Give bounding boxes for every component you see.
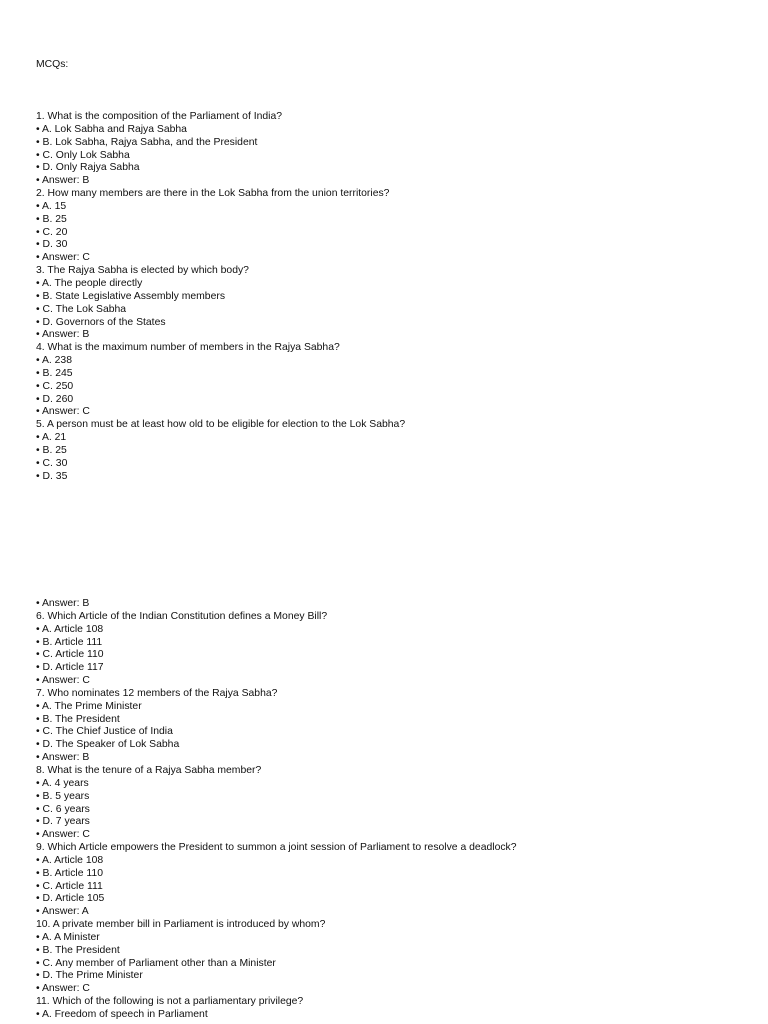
option-line: • D. 260 [36, 393, 74, 405]
option-line: • C. The Chief Justice of India [36, 726, 173, 738]
option-line: • B. 25 [36, 213, 67, 225]
document-heading: MCQs: [36, 59, 69, 70]
question-text: 10. A private member bill in Parliament is introduced by whom? [36, 919, 326, 931]
question-text: 9. Which Article empowers the President to summon a joint session of Parliament to resolve a deadlock? [36, 842, 517, 854]
option-line: • C. 20 [36, 226, 68, 238]
option-line: • A. Freedom of speech in Parliament [36, 1009, 208, 1020]
question-text: 8. What is the tenure of a Rajya Sabha member? [36, 764, 262, 776]
question-text: 1. What is the composition of the Parliament of India? [36, 111, 283, 122]
answer-line: • Answer: B [36, 329, 90, 341]
option-line: • D. Only Rajya Sabha [36, 162, 140, 174]
option-line: • B. The President [36, 944, 120, 956]
option-line: • D. The Speaker of Lok Sabha [36, 739, 180, 751]
option-line: • B. State Legislative Assembly members [36, 290, 226, 302]
option-line: • A. The people directly [36, 277, 143, 289]
option-line: • D. Article 117 [36, 662, 104, 674]
option-line: • C. The Lok Sabha [36, 303, 127, 315]
option-line: • B. Lok Sabha, Rajya Sabha, and the President [36, 136, 258, 148]
option-line: • B. Article 110 [36, 867, 103, 879]
question-text: 6. Which Article of the Indian Constitution defines a Money Bill? [36, 610, 328, 622]
option-line: • A. The Prime Minister [36, 700, 142, 712]
question-text: 11. Which of the following is not a parliamentary privilege? [36, 996, 304, 1008]
option-line: • A. 4 years [36, 777, 89, 789]
answer-line: • Answer: C [36, 406, 90, 418]
option-line: • D. Governors of the States [36, 316, 166, 328]
option-line: • A. 238 [36, 355, 72, 367]
option-line: • C. Article 111 [36, 880, 103, 892]
mcq-block-bottom [36, 598, 517, 1022]
option-line: • D. The Prime Minister [36, 970, 143, 982]
question-text: 3. The Rajya Sabha is elected by which body? [36, 265, 249, 277]
option-line: • C. 6 years [36, 803, 90, 815]
option-line: • D. 35 [36, 470, 68, 482]
option-line: • A. Article 108 [36, 854, 104, 866]
option-line: • C. 250 [36, 380, 74, 392]
option-line: • C. 30 [36, 457, 68, 469]
question-text: 2. How many members are there in the Lok Sabha from the union territories? [36, 188, 390, 200]
answer-line: • Answer: A [36, 906, 89, 918]
answer-line: • Answer: B [36, 598, 90, 609]
option-line: • B. 245 [36, 367, 73, 379]
option-line: • A. Article 108 [36, 623, 104, 635]
option-line: • B. Article 111 [36, 636, 103, 648]
option-line: • C. Only Lok Sabha [36, 149, 130, 161]
answer-line: • Answer: C [36, 252, 90, 264]
option-line: • D. Article 105 [36, 893, 105, 905]
option-line: • A. 15 [36, 200, 67, 212]
question-text: 4. What is the maximum number of members in the Rajya Sabha? [36, 342, 340, 354]
option-line: • D. 30 [36, 239, 68, 251]
option-line: • C. Article 110 [36, 649, 104, 661]
answer-line: • Answer: B [36, 175, 90, 187]
answer-line: • Answer: C [36, 829, 90, 841]
option-line: • A. A Minister [36, 931, 100, 943]
option-line: • B. The President [36, 713, 120, 725]
answer-line: • Answer: C [36, 675, 90, 687]
option-line: • C. Any member of Parliament other than a Minister [36, 957, 276, 969]
answer-line: • Answer: B [36, 752, 90, 764]
option-line: • A. Lok Sabha and Rajya Sabha [36, 123, 187, 135]
question-text: 5. A person must be at least how old to be eligible for election to the Lok Sabha? [36, 419, 406, 431]
option-line: • B. 5 years [36, 790, 90, 802]
option-line: • B. 25 [36, 444, 67, 456]
answer-line: • Answer: C [36, 983, 90, 995]
question-text: 7. Who nominates 12 members of the Rajya Sabha? [36, 687, 278, 699]
option-line: • D. 7 years [36, 816, 90, 828]
option-line: • A. 21 [36, 432, 67, 444]
mcq-block-top [36, 111, 405, 483]
